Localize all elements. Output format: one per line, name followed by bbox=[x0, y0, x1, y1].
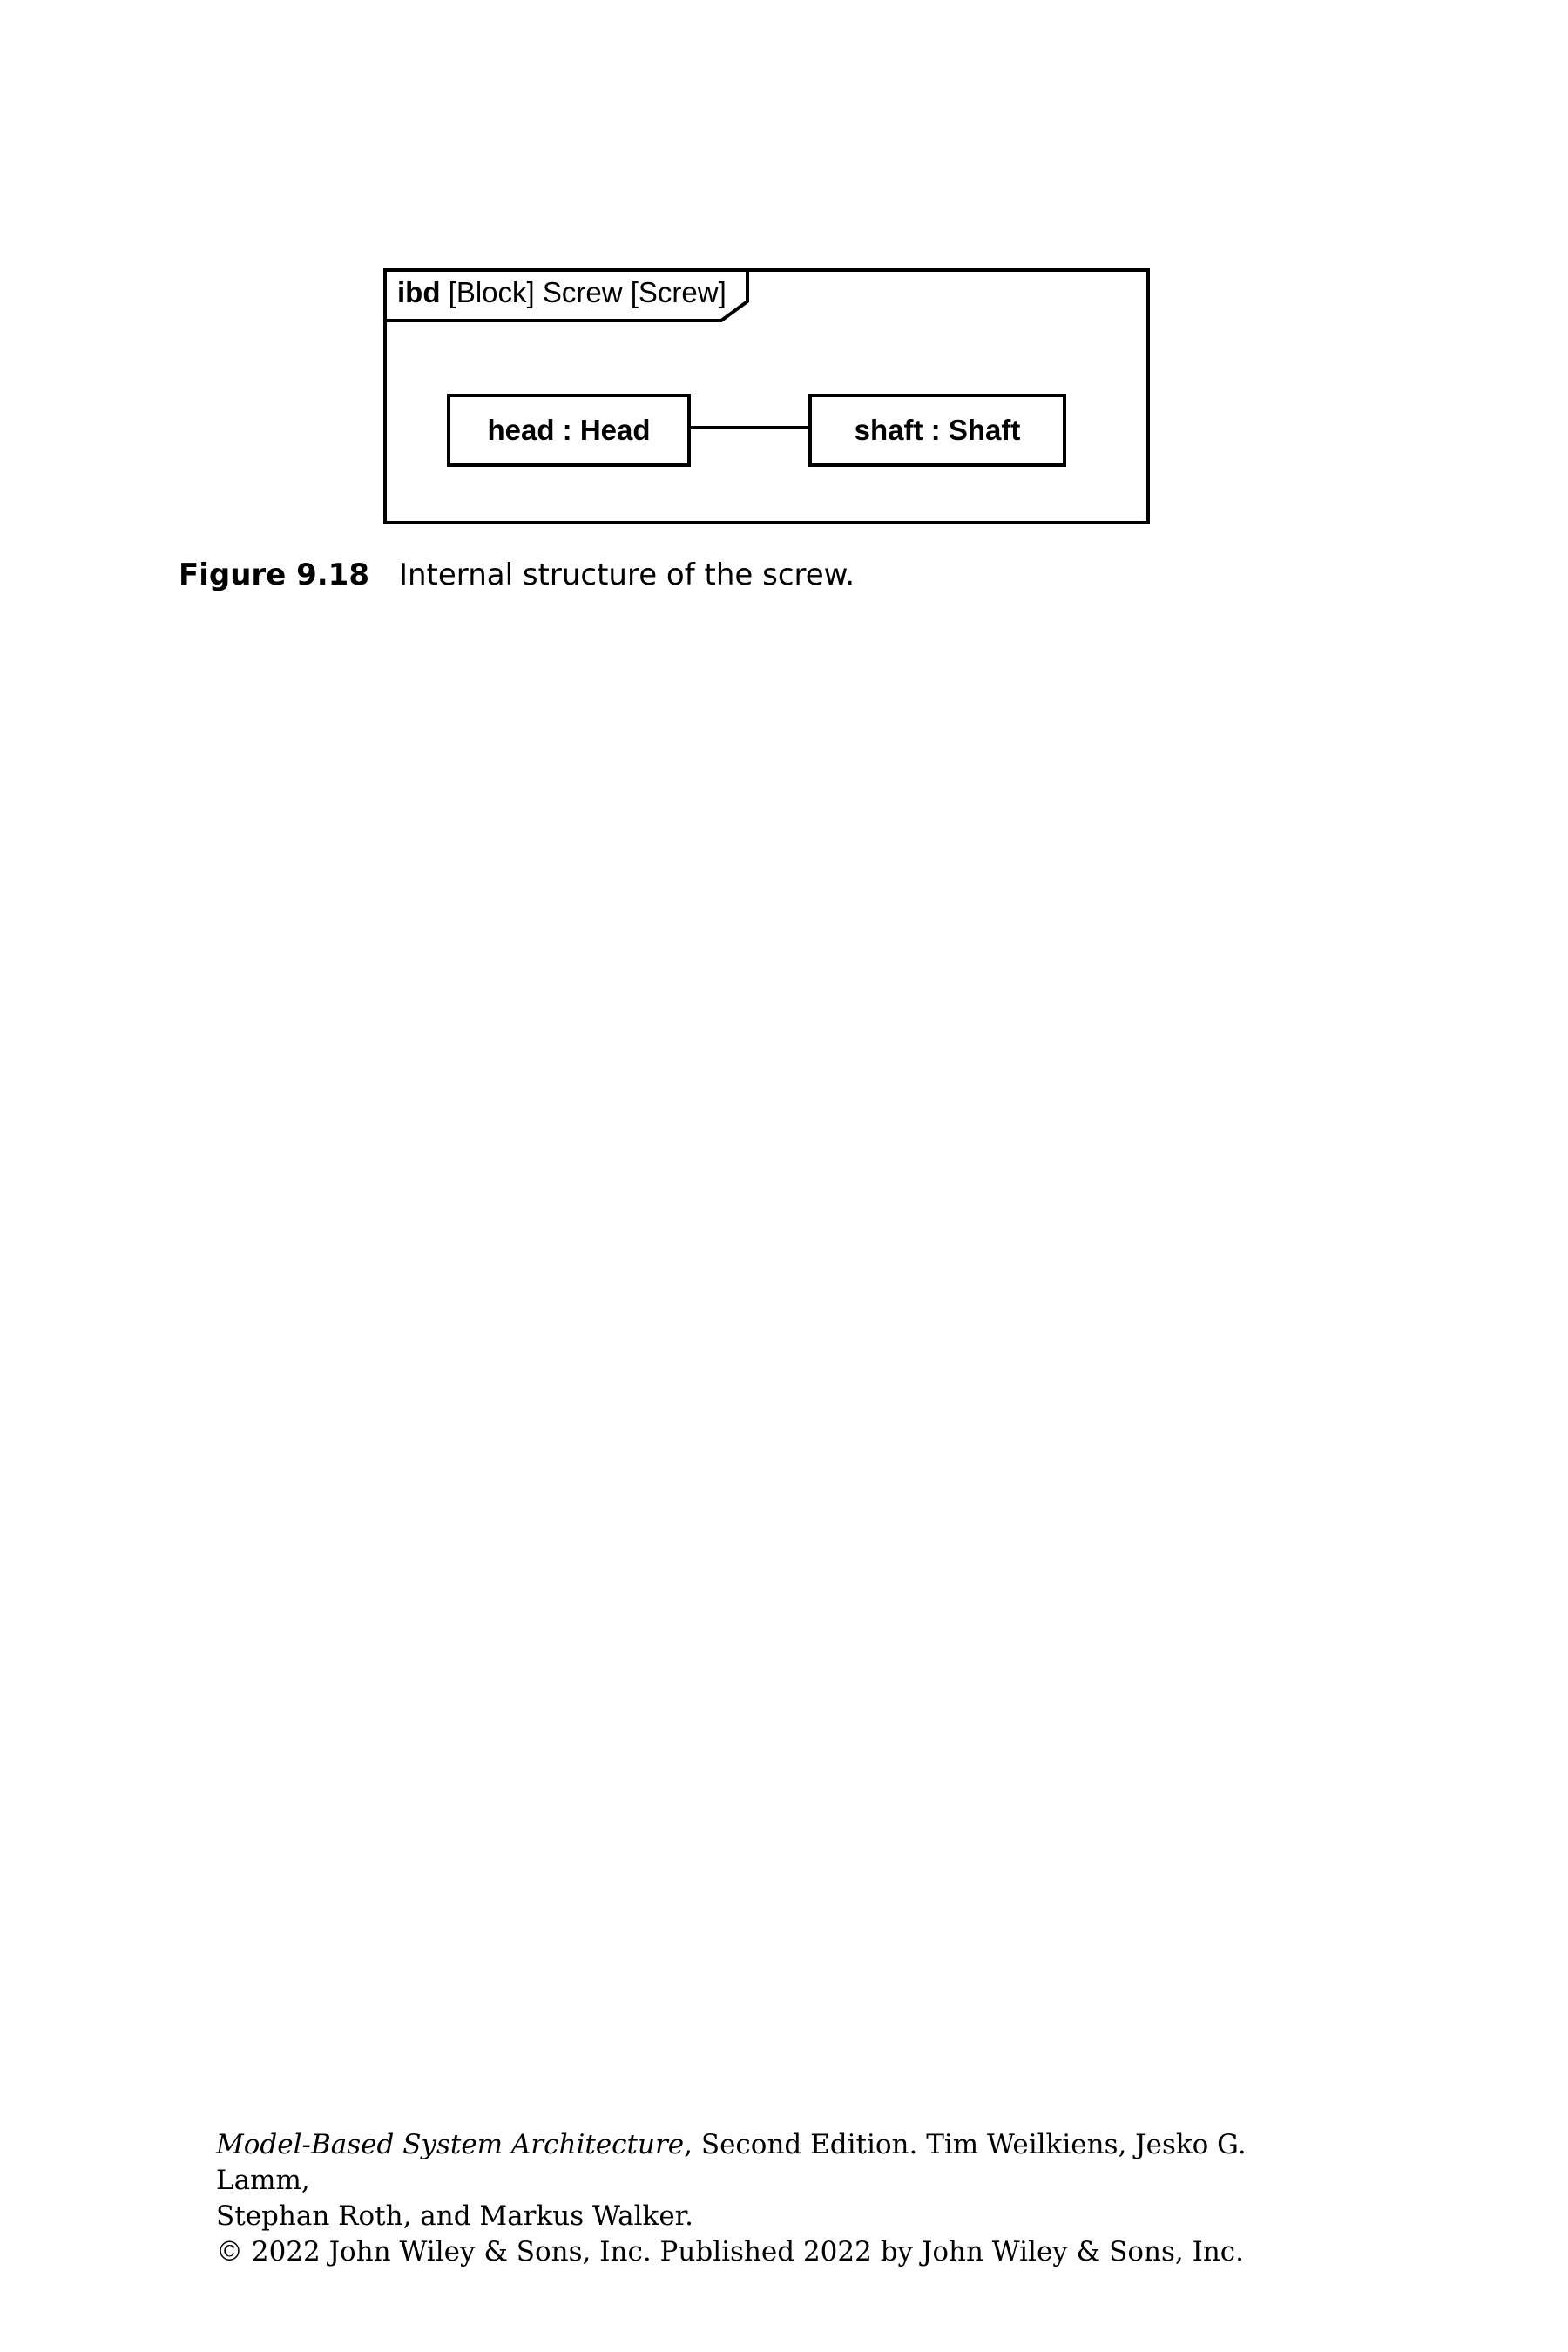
frame-title: [Block] Screw [Screw] bbox=[448, 276, 727, 308]
footer-line-3: © 2022 John Wiley & Sons, Inc. Published 2022 by John Wiley & Sons, Inc. bbox=[216, 2236, 1245, 2268]
book-title: Model-Based System Architecture bbox=[216, 2129, 685, 2160]
figure-caption-text: Internal structure of the screw. bbox=[398, 558, 855, 592]
part-shaft bbox=[808, 394, 1066, 467]
footer-line-2: Stephan Roth, and Markus Walker. bbox=[216, 2200, 693, 2232]
frame-keyword: ibd bbox=[397, 276, 441, 308]
figure-number: Figure 9.18 bbox=[179, 558, 369, 592]
frame-heading bbox=[397, 275, 727, 310]
part-head-label: head : Head bbox=[487, 414, 651, 446]
part-head bbox=[447, 394, 691, 467]
footer-line-1-rest: , Second Edition. Tim Weilkiens, Jesko G. Lamm, bbox=[216, 2129, 1247, 2196]
copyright-footer bbox=[216, 2127, 1348, 2270]
part-shaft-label: shaft : Shaft bbox=[854, 414, 1021, 446]
figure-caption bbox=[179, 558, 855, 592]
footer-line-1 bbox=[216, 2127, 1348, 2199]
connector-head-shaft bbox=[691, 426, 808, 429]
